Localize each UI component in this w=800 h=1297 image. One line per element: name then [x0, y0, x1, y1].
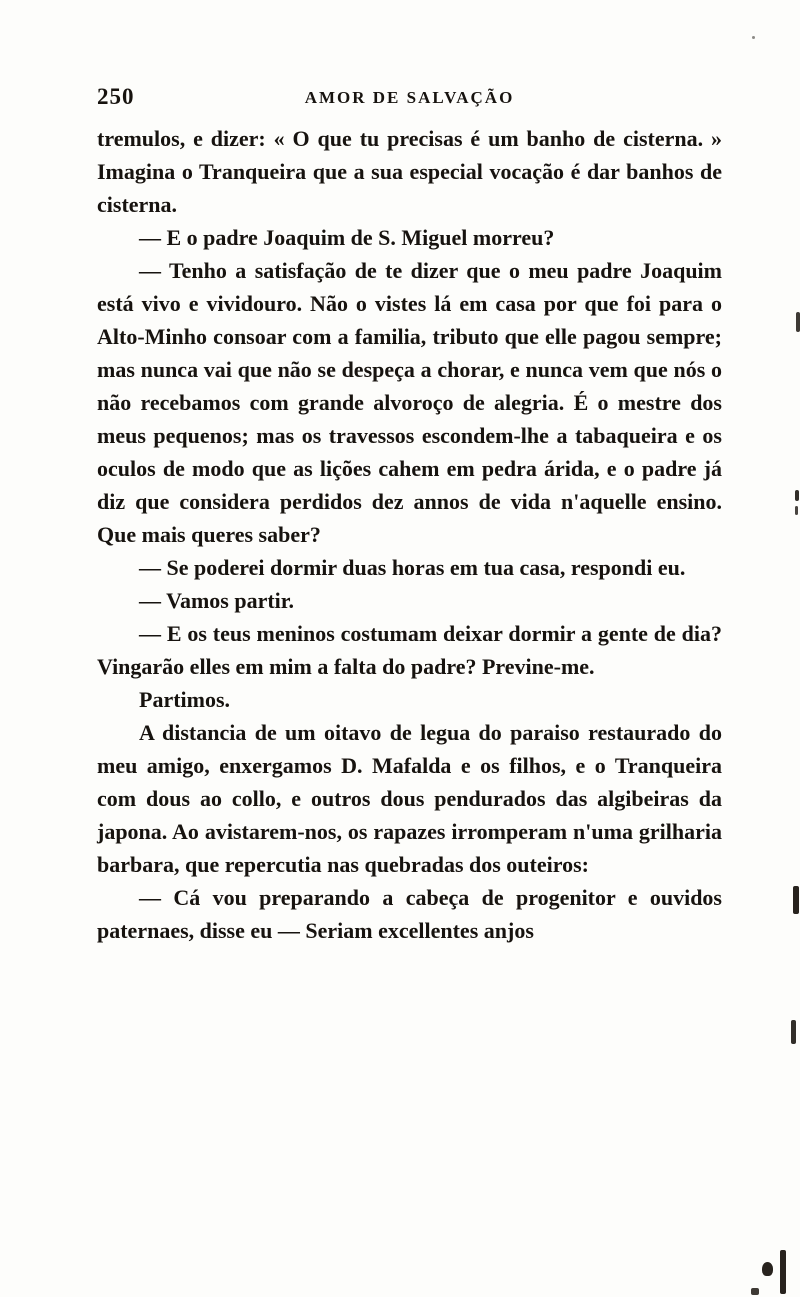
- scan-artifact: [780, 1250, 786, 1294]
- scan-artifact: [752, 36, 755, 39]
- text-column: [97, 84, 722, 947]
- scan-artifact: [795, 490, 799, 501]
- paragraph: — Tenho a satisfação de te dizer que o meu padre Joaquim está vivo e vividouro. Não o vistes lá em casa por que foi para o Alto-Minho consoar com a familia, tributo que elle pagou sempre; mas nunca vai que não se despeça a chorar, e nunca vem que nós o não recebamos com grande alvoroço de alegria. É o mestre dos meus pequenos; mas os travessos escondem-lhe a tabaqueira e os oculos de modo que as lições cahem em pedra árida, e o padre já diz que considera perdidos dez annos de vida n'aquelle ensino. Que mais queres saber?: [97, 258, 722, 547]
- scan-artifact: [795, 506, 798, 515]
- paragraph: A distancia de um oitavo de legua do paraiso restaurado do meu amigo, enxergamos D. Mafalda e os filhos, e o Tranqueira com dous ao collo, e outros dous pendurados das algibeiras da japona. Ao avistarem-nos, os rapazes irromperam n'uma grilharia barbara, que repercutia nas quebradas dos outeiros:: [97, 720, 722, 877]
- scan-artifact: [793, 886, 799, 914]
- paragraph: — E os teus meninos costumam deixar dormir a gente de dia? Vingarão elles em mim a falta do padre? Previne-me.: [97, 621, 722, 679]
- body-text: [97, 122, 722, 947]
- page-header: [97, 84, 722, 114]
- paragraph: Partimos.: [139, 687, 231, 712]
- scan-artifact: [796, 312, 800, 332]
- running-title: AMOR DE SALVAÇÃO: [304, 88, 515, 107]
- paragraph: — E o padre Joaquim de S. Miguel morreu?: [139, 225, 555, 250]
- paragraph: — Se poderei dormir duas horas em tua casa, respondi eu.: [139, 555, 686, 580]
- paragraph: — Vamos partir.: [139, 588, 295, 613]
- paragraph: tremulos, e dizer: « O que tu precisas é um banho de cisterna. » Imagina o Tranqueira que a sua especial vocação é dar banhos de cisterna.: [97, 126, 722, 217]
- scan-artifact: [751, 1288, 759, 1295]
- paragraph: — Cá vou preparando a cabeça de progenitor e ouvidos paternaes, disse eu — Seriam excellentes anjos: [97, 885, 722, 943]
- scan-artifact: [762, 1262, 773, 1276]
- scan-artifact: [791, 1020, 796, 1044]
- page-number: 250: [97, 84, 135, 109]
